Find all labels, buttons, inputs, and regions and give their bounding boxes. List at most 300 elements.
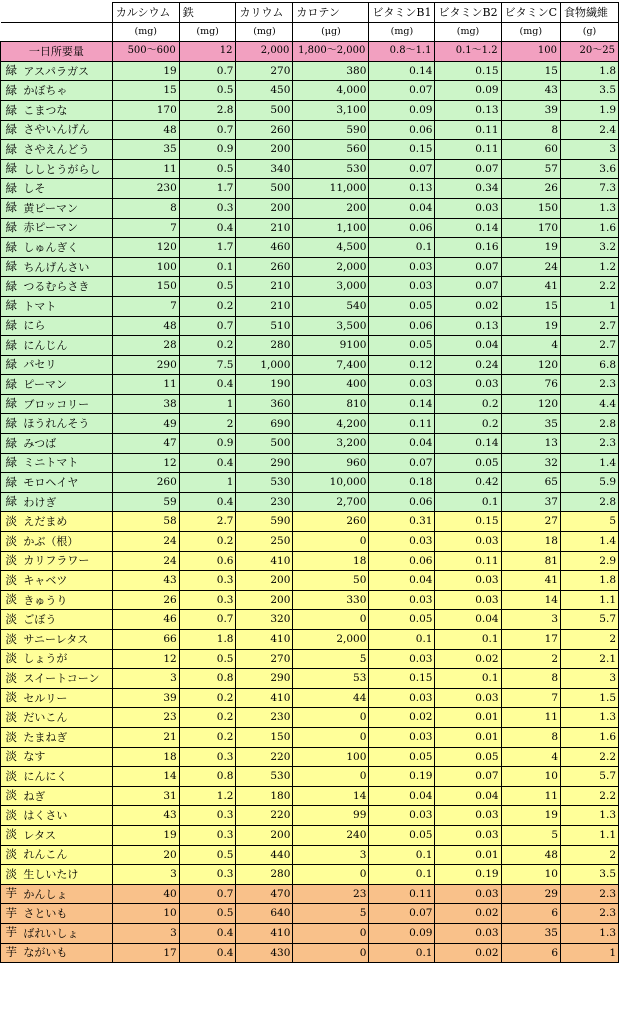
- vitamin-b2-value-cell: 0.01: [435, 708, 501, 728]
- vitamin-c-value-cell: 19: [501, 238, 560, 258]
- carotene-value-cell: 0: [293, 708, 369, 728]
- potassium-value-cell: 640: [236, 904, 293, 924]
- iron-value-cell: 2.7: [179, 512, 236, 532]
- iron-value-cell: 1: [179, 473, 236, 493]
- vitamin-c-value-cell: 10: [501, 865, 560, 885]
- vitamin-b1-value-cell: 0.1: [369, 865, 435, 885]
- table-row: [1, 453, 619, 473]
- vegetable-name-cell: さといも: [21, 904, 112, 924]
- vitamin-b1-value-cell: 0.03: [369, 727, 435, 747]
- fiber-value-cell: 2.3: [561, 904, 619, 924]
- iron-value-cell: 0.5: [179, 845, 236, 865]
- iron-value-cell: 0.9: [179, 434, 236, 454]
- vegetable-name-cell: キャベツ: [21, 571, 112, 591]
- table-row: [1, 375, 619, 395]
- vitamin-b1-value-cell: 0.15: [369, 669, 435, 689]
- table-row: [1, 277, 619, 297]
- category-cell: 緑: [1, 120, 22, 140]
- potassium-value-cell: 430: [236, 943, 293, 963]
- iron-value-cell: 0.7: [179, 316, 236, 336]
- category-cell: 緑: [1, 257, 22, 277]
- vitamin-b1-value-cell: 0.18: [369, 473, 435, 493]
- carotene-value-cell: 14: [293, 786, 369, 806]
- iron-value-cell: 0.4: [179, 218, 236, 238]
- vitamin-b1-value-cell: 0.05: [369, 336, 435, 356]
- iron-value-cell: 0.3: [179, 865, 236, 885]
- table-row: [1, 786, 619, 806]
- unit-calcium: (mg): [112, 22, 179, 42]
- category-cell: 淡: [1, 590, 22, 610]
- vitamin-b1-value-cell: 0.09: [369, 923, 435, 943]
- table-row: [1, 551, 619, 571]
- table-row: [1, 610, 619, 630]
- vitamin-b1-value-cell: 0.05: [369, 296, 435, 316]
- calcium-value-cell: 35: [112, 140, 179, 160]
- calcium-value-cell: 48: [112, 120, 179, 140]
- vegetable-name-cell: しそ: [21, 179, 112, 199]
- vitamin-b2-value-cell: 0.03: [435, 198, 501, 218]
- calcium-value-cell: 10: [112, 904, 179, 924]
- vitamin-c-value-cell: 19: [501, 806, 560, 826]
- vitamin-b2-value-cell: 0.11: [435, 551, 501, 571]
- vegetable-rows: [1, 61, 619, 962]
- carotene-value-cell: 10,000: [293, 473, 369, 493]
- requirement-potassium: 2,000: [236, 42, 293, 62]
- vegetable-name-cell: はくさい: [21, 806, 112, 826]
- table-row: [1, 865, 619, 885]
- calcium-value-cell: 18: [112, 747, 179, 767]
- fiber-value-cell: 2.9: [561, 551, 619, 571]
- iron-value-cell: 0.3: [179, 571, 236, 591]
- vegetable-name-cell: ごぼう: [21, 610, 112, 630]
- fiber-value-cell: 3.2: [561, 238, 619, 258]
- category-cell: 淡: [1, 786, 22, 806]
- vitamin-b2-value-cell: 0.07: [435, 277, 501, 297]
- iron-value-cell: 0.3: [179, 747, 236, 767]
- table-row: [1, 884, 619, 904]
- vitamin-b2-value-cell: 0.13: [435, 100, 501, 120]
- iron-value-cell: 0.7: [179, 610, 236, 630]
- carotene-value-cell: 3: [293, 845, 369, 865]
- iron-value-cell: 0.2: [179, 336, 236, 356]
- category-cell: 淡: [1, 610, 22, 630]
- vitamin-b1-value-cell: 0.07: [369, 159, 435, 179]
- vitamin-b1-value-cell: 0.07: [369, 453, 435, 473]
- calcium-value-cell: 230: [112, 179, 179, 199]
- carotene-value-cell: 400: [293, 375, 369, 395]
- vitamin-b1-value-cell: 0.05: [369, 747, 435, 767]
- potassium-value-cell: 530: [236, 473, 293, 493]
- vitamin-b1-value-cell: 0.06: [369, 316, 435, 336]
- fiber-value-cell: 3: [561, 669, 619, 689]
- fiber-value-cell: 4.4: [561, 394, 619, 414]
- calcium-value-cell: 59: [112, 492, 179, 512]
- calcium-value-cell: 3: [112, 669, 179, 689]
- carotene-value-cell: 4,500: [293, 238, 369, 258]
- potassium-value-cell: 410: [236, 688, 293, 708]
- table-row: [1, 198, 619, 218]
- fiber-value-cell: 2.2: [561, 786, 619, 806]
- potassium-value-cell: 200: [236, 198, 293, 218]
- vegetable-name-cell: ピーマン: [21, 375, 112, 395]
- vitamin-b2-value-cell: 0.03: [435, 923, 501, 943]
- iron-value-cell: 0.5: [179, 649, 236, 669]
- calcium-value-cell: 12: [112, 649, 179, 669]
- carotene-value-cell: 50: [293, 571, 369, 591]
- vitamin-c-value-cell: 29: [501, 884, 560, 904]
- vitamin-c-value-cell: 3: [501, 610, 560, 630]
- calcium-value-cell: 15: [112, 81, 179, 101]
- iron-value-cell: 0.2: [179, 727, 236, 747]
- fiber-value-cell: 1.1: [561, 825, 619, 845]
- vitamin-c-value-cell: 24: [501, 257, 560, 277]
- unit-carotene: (μg): [293, 22, 369, 42]
- category-cell: 緑: [1, 238, 22, 258]
- category-cell: 緑: [1, 296, 22, 316]
- vitamin-c-value-cell: 6: [501, 904, 560, 924]
- calcium-value-cell: 150: [112, 277, 179, 297]
- carotene-value-cell: 23: [293, 884, 369, 904]
- carotene-value-cell: 200: [293, 198, 369, 218]
- requirement-fiber: 20〜25: [561, 42, 619, 62]
- iron-value-cell: 0.4: [179, 923, 236, 943]
- table-row: [1, 904, 619, 924]
- vegetable-name-cell: つるむらさき: [21, 277, 112, 297]
- fiber-value-cell: 2: [561, 845, 619, 865]
- table-row: [1, 767, 619, 787]
- vegetable-name-cell: 赤ピーマン: [21, 218, 112, 238]
- iron-value-cell: 1: [179, 394, 236, 414]
- fiber-value-cell: 3.5: [561, 81, 619, 101]
- vitamin-c-value-cell: 41: [501, 277, 560, 297]
- iron-value-cell: 0.3: [179, 198, 236, 218]
- vitamin-b2-value-cell: 0.24: [435, 355, 501, 375]
- calcium-value-cell: 3: [112, 865, 179, 885]
- iron-value-cell: 0.7: [179, 120, 236, 140]
- vitamin-c-value-cell: 8: [501, 727, 560, 747]
- vegetable-name-cell: ミニトマト: [21, 453, 112, 473]
- calcium-value-cell: 19: [112, 61, 179, 81]
- carotene-value-cell: 0: [293, 923, 369, 943]
- table-row: [1, 159, 619, 179]
- vitamin-b1-value-cell: 0.03: [369, 375, 435, 395]
- category-cell: 淡: [1, 708, 22, 728]
- potassium-value-cell: 210: [236, 296, 293, 316]
- table-row: [1, 81, 619, 101]
- vitamin-c-value-cell: 81: [501, 551, 560, 571]
- carotene-value-cell: 540: [293, 296, 369, 316]
- vitamin-b2-value-cell: 0.14: [435, 218, 501, 238]
- table-row: [1, 140, 619, 160]
- iron-value-cell: 1.2: [179, 786, 236, 806]
- carotene-value-cell: 0: [293, 767, 369, 787]
- calcium-value-cell: 19: [112, 825, 179, 845]
- iron-value-cell: 2.8: [179, 100, 236, 120]
- vitamin-b2-value-cell: 0.07: [435, 159, 501, 179]
- vitamin-b2-value-cell: 0.03: [435, 532, 501, 552]
- requirement-vitamin-b1: 0.8〜1.1: [369, 42, 435, 62]
- iron-value-cell: 0.7: [179, 61, 236, 81]
- calcium-value-cell: 38: [112, 394, 179, 414]
- vitamin-b2-value-cell: 0.02: [435, 296, 501, 316]
- vegetable-name-cell: 黄ピーマン: [21, 198, 112, 218]
- calcium-value-cell: 26: [112, 590, 179, 610]
- potassium-value-cell: 510: [236, 316, 293, 336]
- iron-value-cell: 0.6: [179, 551, 236, 571]
- vitamin-c-value-cell: 48: [501, 845, 560, 865]
- carotene-value-cell: 0: [293, 943, 369, 963]
- nutrition-table: [0, 2, 619, 963]
- vitamin-b1-value-cell: 0.03: [369, 590, 435, 610]
- unit-fiber: (g): [561, 22, 619, 42]
- category-cell: 緑: [1, 140, 22, 160]
- vitamin-c-value-cell: 15: [501, 61, 560, 81]
- iron-value-cell: 0.5: [179, 904, 236, 924]
- vegetable-name-cell: かぼちゃ: [21, 81, 112, 101]
- fiber-value-cell: 1.8: [561, 571, 619, 591]
- calcium-value-cell: 3: [112, 923, 179, 943]
- calcium-value-cell: 31: [112, 786, 179, 806]
- vegetable-name-cell: ばれいしょ: [21, 923, 112, 943]
- iron-value-cell: 2: [179, 414, 236, 434]
- vitamin-b1-value-cell: 0.03: [369, 277, 435, 297]
- category-cell: 緑: [1, 179, 22, 199]
- table-row: [1, 355, 619, 375]
- vitamin-b2-value-cell: 0.07: [435, 767, 501, 787]
- vitamin-c-value-cell: 37: [501, 492, 560, 512]
- potassium-value-cell: 190: [236, 375, 293, 395]
- table-row: [1, 532, 619, 552]
- potassium-value-cell: 290: [236, 669, 293, 689]
- category-cell: 淡: [1, 649, 22, 669]
- fiber-value-cell: 1.6: [561, 727, 619, 747]
- vegetable-name-cell: カリフラワー: [21, 551, 112, 571]
- requirement-calcium: 500〜600: [112, 42, 179, 62]
- potassium-value-cell: 290: [236, 453, 293, 473]
- fiber-value-cell: 1.6: [561, 218, 619, 238]
- calcium-value-cell: 39: [112, 688, 179, 708]
- carotene-value-cell: 330: [293, 590, 369, 610]
- vitamin-b1-value-cell: 0.05: [369, 825, 435, 845]
- fiber-value-cell: 2.8: [561, 492, 619, 512]
- iron-value-cell: 0.5: [179, 81, 236, 101]
- category-cell: 淡: [1, 747, 22, 767]
- vitamin-b1-value-cell: 0.31: [369, 512, 435, 532]
- requirement-vitamin-c: 100: [501, 42, 560, 62]
- carotene-value-cell: 3,500: [293, 316, 369, 336]
- fiber-value-cell: 2.4: [561, 120, 619, 140]
- calcium-value-cell: 7: [112, 296, 179, 316]
- iron-value-cell: 0.2: [179, 532, 236, 552]
- fiber-value-cell: 1.3: [561, 708, 619, 728]
- category-cell: 緑: [1, 453, 22, 473]
- vitamin-c-value-cell: 43: [501, 81, 560, 101]
- fiber-value-cell: 1.4: [561, 453, 619, 473]
- fiber-value-cell: 3: [561, 140, 619, 160]
- potassium-value-cell: 530: [236, 767, 293, 787]
- table-row: [1, 923, 619, 943]
- fiber-value-cell: 5.9: [561, 473, 619, 493]
- table-row: [1, 257, 619, 277]
- potassium-value-cell: 360: [236, 394, 293, 414]
- header-vitamin-b1: ビタミンB1: [369, 3, 435, 23]
- carotene-value-cell: 2,000: [293, 630, 369, 650]
- calcium-value-cell: 14: [112, 767, 179, 787]
- vitamin-c-value-cell: 120: [501, 394, 560, 414]
- table-row: [1, 394, 619, 414]
- category-cell: 緑: [1, 375, 22, 395]
- potassium-value-cell: 280: [236, 336, 293, 356]
- category-cell: 緑: [1, 434, 22, 454]
- potassium-value-cell: 270: [236, 649, 293, 669]
- vitamin-b1-value-cell: 0.14: [369, 61, 435, 81]
- fiber-value-cell: 1.9: [561, 100, 619, 120]
- vitamin-b1-value-cell: 0.13: [369, 179, 435, 199]
- header-carotene: カロテン: [293, 3, 369, 23]
- fiber-value-cell: 1.8: [561, 61, 619, 81]
- vitamin-b1-value-cell: 0.19: [369, 767, 435, 787]
- table-row: [1, 649, 619, 669]
- vitamin-b2-value-cell: 0.1: [435, 492, 501, 512]
- category-cell: 淡: [1, 767, 22, 787]
- calcium-value-cell: 47: [112, 434, 179, 454]
- header-calcium: カルシウム: [112, 3, 179, 23]
- header-vitamin-c: ビタミンC: [501, 3, 560, 23]
- table-row: [1, 708, 619, 728]
- vitamin-b1-value-cell: 0.05: [369, 610, 435, 630]
- table-row: [1, 120, 619, 140]
- units-row: [1, 22, 619, 42]
- calcium-value-cell: 120: [112, 238, 179, 258]
- iron-value-cell: 0.3: [179, 806, 236, 826]
- fiber-value-cell: 2.3: [561, 884, 619, 904]
- calcium-value-cell: 66: [112, 630, 179, 650]
- potassium-value-cell: 500: [236, 434, 293, 454]
- fiber-value-cell: 1: [561, 943, 619, 963]
- unit-potassium: (mg): [236, 22, 293, 42]
- category-cell: 緑: [1, 81, 22, 101]
- vegetable-name-cell: セルリー: [21, 688, 112, 708]
- carotene-value-cell: 53: [293, 669, 369, 689]
- vegetable-name-cell: ねぎ: [21, 786, 112, 806]
- carotene-value-cell: 530: [293, 159, 369, 179]
- category-cell: 淡: [1, 727, 22, 747]
- calcium-value-cell: 46: [112, 610, 179, 630]
- vitamin-c-value-cell: 60: [501, 140, 560, 160]
- daily-requirement-label: 一日所要量: [1, 42, 113, 62]
- fiber-value-cell: 1.3: [561, 806, 619, 826]
- vitamin-b1-value-cell: 0.1: [369, 238, 435, 258]
- calcium-value-cell: 24: [112, 532, 179, 552]
- header-potassium: カリウム: [236, 3, 293, 23]
- carotene-value-cell: 0: [293, 727, 369, 747]
- fiber-value-cell: 2: [561, 630, 619, 650]
- category-cell: 緑: [1, 394, 22, 414]
- vegetable-name-cell: しゅんぎく: [21, 238, 112, 258]
- potassium-value-cell: 220: [236, 747, 293, 767]
- table-row: [1, 630, 619, 650]
- vitamin-b1-value-cell: 0.04: [369, 786, 435, 806]
- vitamin-b1-value-cell: 0.03: [369, 257, 435, 277]
- potassium-value-cell: 470: [236, 884, 293, 904]
- vitamin-c-value-cell: 11: [501, 708, 560, 728]
- table-row: [1, 943, 619, 963]
- potassium-value-cell: 340: [236, 159, 293, 179]
- vitamin-b1-value-cell: 0.07: [369, 904, 435, 924]
- vegetable-name-cell: ほうれんそう: [21, 414, 112, 434]
- category-cell: 淡: [1, 532, 22, 552]
- vitamin-b1-value-cell: 0.06: [369, 218, 435, 238]
- vitamin-b1-value-cell: 0.04: [369, 434, 435, 454]
- vitamin-b2-value-cell: 0.19: [435, 865, 501, 885]
- potassium-value-cell: 690: [236, 414, 293, 434]
- vitamin-b1-value-cell: 0.03: [369, 649, 435, 669]
- vitamin-c-value-cell: 7: [501, 688, 560, 708]
- potassium-value-cell: 410: [236, 923, 293, 943]
- vitamin-b2-value-cell: 0.2: [435, 394, 501, 414]
- table-row: [1, 296, 619, 316]
- unit-vitamin-c: (mg): [501, 22, 560, 42]
- vitamin-b2-value-cell: 0.16: [435, 238, 501, 258]
- vitamin-b2-value-cell: 0.03: [435, 375, 501, 395]
- vitamin-c-value-cell: 19: [501, 316, 560, 336]
- category-cell: 緑: [1, 336, 22, 356]
- category-cell: 淡: [1, 512, 22, 532]
- vitamin-c-value-cell: 11: [501, 786, 560, 806]
- calcium-value-cell: 100: [112, 257, 179, 277]
- calcium-value-cell: 40: [112, 884, 179, 904]
- table-row: [1, 512, 619, 532]
- table-row: [1, 747, 619, 767]
- carotene-value-cell: 5: [293, 649, 369, 669]
- carotene-value-cell: 2,700: [293, 492, 369, 512]
- unit-iron: (mg): [179, 22, 236, 42]
- table-row: [1, 806, 619, 826]
- vitamin-b1-value-cell: 0.1: [369, 943, 435, 963]
- units-corner-cell: [1, 22, 113, 42]
- table-row: [1, 727, 619, 747]
- carotene-value-cell: 0: [293, 865, 369, 885]
- fiber-value-cell: 3.5: [561, 865, 619, 885]
- potassium-value-cell: 460: [236, 238, 293, 258]
- vegetable-name-cell: ながいも: [21, 943, 112, 963]
- vitamin-b2-value-cell: 0.09: [435, 81, 501, 101]
- vegetable-name-cell: さやいんげん: [21, 120, 112, 140]
- potassium-value-cell: 230: [236, 492, 293, 512]
- carotene-value-cell: 380: [293, 61, 369, 81]
- fiber-value-cell: 1.2: [561, 257, 619, 277]
- vitamin-b2-value-cell: 0.11: [435, 120, 501, 140]
- fiber-value-cell: 1.3: [561, 923, 619, 943]
- calcium-value-cell: 58: [112, 512, 179, 532]
- vitamin-b2-value-cell: 0.1: [435, 669, 501, 689]
- vegetable-name-cell: なす: [21, 747, 112, 767]
- iron-value-cell: 0.1: [179, 257, 236, 277]
- vegetable-name-cell: たまねぎ: [21, 727, 112, 747]
- iron-value-cell: 0.2: [179, 708, 236, 728]
- fiber-value-cell: 2.8: [561, 414, 619, 434]
- vitamin-b2-value-cell: 0.04: [435, 336, 501, 356]
- table-row: [1, 316, 619, 336]
- vitamin-b1-value-cell: 0.09: [369, 100, 435, 120]
- vitamin-b2-value-cell: 0.1: [435, 630, 501, 650]
- vegetable-name-cell: しょうが: [21, 649, 112, 669]
- table-row: [1, 434, 619, 454]
- calcium-value-cell: 11: [112, 159, 179, 179]
- vitamin-c-value-cell: 4: [501, 336, 560, 356]
- carotene-value-cell: 960: [293, 453, 369, 473]
- fiber-value-cell: 2.1: [561, 649, 619, 669]
